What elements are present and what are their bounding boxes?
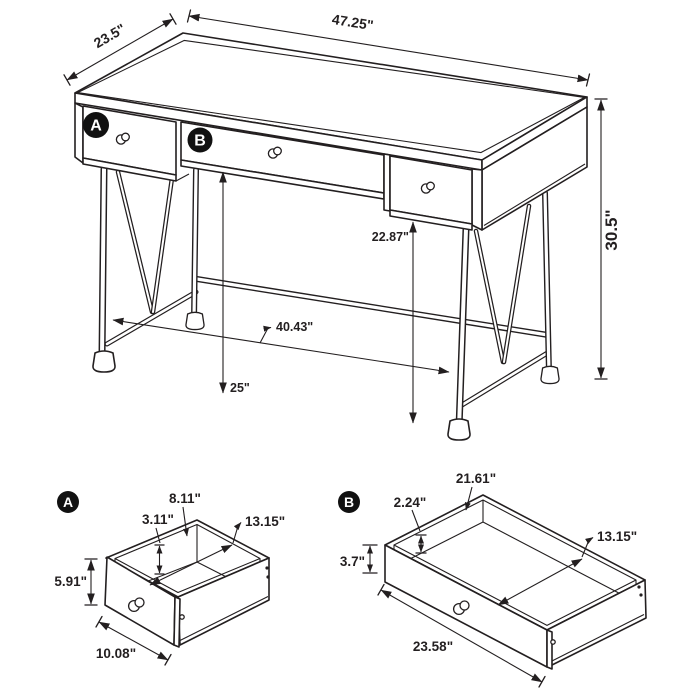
drawer-a-detail-badge-letter: A bbox=[62, 494, 74, 510]
drawer-b-detail-badge bbox=[338, 491, 360, 513]
dim-b-inner-width-label: 21.61" bbox=[455, 471, 497, 486]
desk-body bbox=[75, 33, 587, 230]
drawer-a-screw-dot bbox=[266, 575, 269, 578]
dim-a-inner-depth-label: 13.15" bbox=[245, 514, 286, 529]
drawer-b-badge bbox=[188, 128, 213, 153]
foot-front-left bbox=[93, 351, 115, 372]
desk-corner-stile bbox=[472, 169, 482, 230]
drawer-a-under-edge bbox=[176, 174, 189, 181]
drawer-a-detail-view bbox=[54, 491, 285, 665]
dim-a-front-width-label: 10.08" bbox=[95, 646, 137, 661]
dim-b-front-height-label: 3.7" bbox=[339, 554, 365, 569]
dim-a-front-height bbox=[54, 559, 97, 605]
drawer-a-side-hole bbox=[180, 615, 184, 619]
dim-leg-span bbox=[113, 320, 449, 372]
drawer-b-detail-view bbox=[338, 471, 646, 687]
dim-a-inner-width-label: 8.11" bbox=[169, 491, 201, 506]
drawer-b-side-hole bbox=[551, 640, 555, 644]
desk-left-panel bbox=[75, 103, 83, 163]
dim-right-clearance-label: 22.87" bbox=[371, 230, 409, 244]
dim-b-inner-depth-label: 13.15" bbox=[597, 529, 638, 544]
foot-front-right bbox=[448, 419, 470, 440]
dim-height bbox=[595, 99, 621, 379]
dim-b-front-height bbox=[340, 545, 377, 573]
dim-center-clearance-label: 25" bbox=[230, 381, 250, 395]
drawer-b-screw-dot bbox=[639, 593, 642, 596]
dim-leg-span-label: 40.43" bbox=[276, 320, 314, 334]
desk-assembly-view bbox=[64, 10, 621, 440]
drawer-a-screw-dot bbox=[265, 566, 268, 569]
dim-a-inner-height-label: 3.11" bbox=[142, 512, 174, 527]
desk-feet bbox=[93, 312, 559, 440]
dim-a-front-height-label: 5.91" bbox=[54, 574, 87, 589]
drawer-b-screw-dot bbox=[637, 585, 640, 588]
drawer-a-detail-drawing bbox=[105, 520, 270, 647]
foot-back-right bbox=[541, 366, 559, 383]
drawer-a-badge bbox=[83, 112, 109, 138]
drawer-b-badge-letter: B bbox=[194, 132, 206, 150]
foot-back-left bbox=[186, 312, 204, 329]
dim-width-label: 47.25" bbox=[330, 10, 375, 34]
dim-b-inner-height-label: 2.24" bbox=[393, 495, 427, 510]
dim-right-clearance bbox=[372, 222, 413, 423]
dim-depth-label: 23.5" bbox=[90, 20, 129, 52]
dim-height-label: 30.5" bbox=[602, 209, 621, 251]
drawer-b-detail-badge-letter: B bbox=[343, 494, 355, 510]
drawer-a-detail-badge bbox=[57, 491, 79, 513]
dim-b-front-width-label: 23.58" bbox=[412, 639, 454, 654]
drawer-a-badge-letter: A bbox=[90, 117, 102, 135]
drawer-divider-stile bbox=[384, 154, 390, 211]
